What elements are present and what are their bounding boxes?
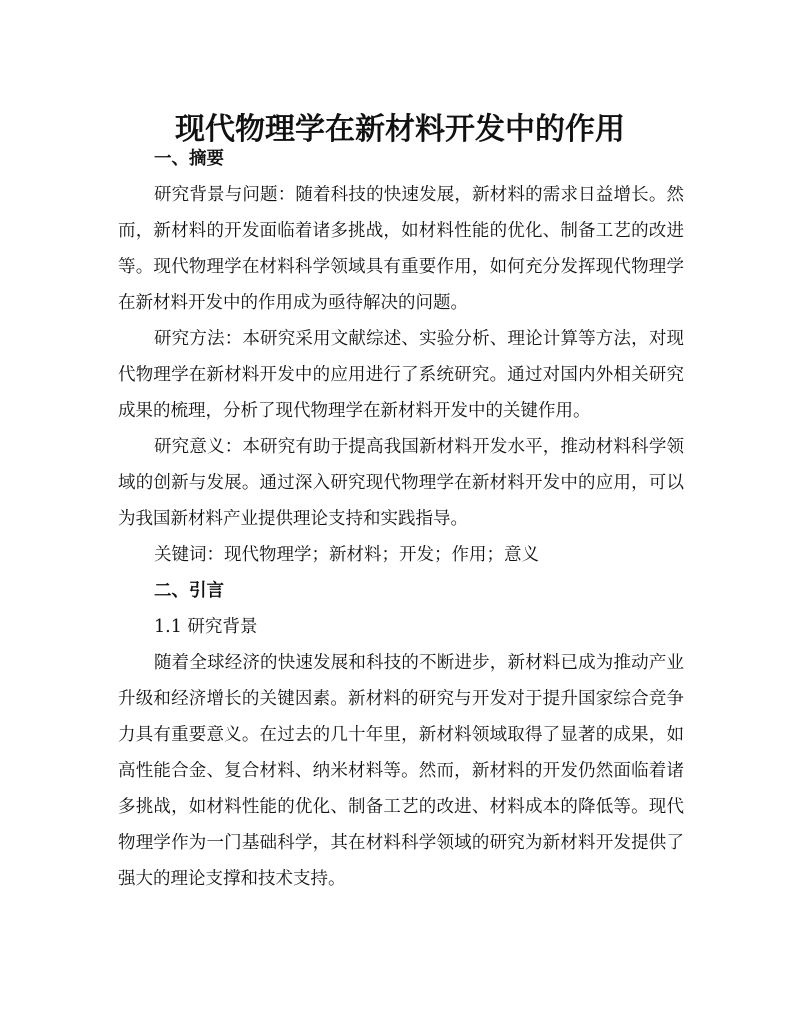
section-heading-abstract: 一、摘要 bbox=[154, 149, 224, 169]
section-heading-introduction: 二、引言 bbox=[154, 581, 224, 601]
abstract-background-paragraph: 研究背景与问题：随着科技的快速发展，新材料的需求日益增长。然而，新材料的开发面临着诸多挑战，如材料性能的优化、制备工艺的改进等。现代物理学在材料科学领域具有重要作用，如何充分发挥现代物理学在新材料开发中的作用成为亟待解决的问题。 bbox=[118, 185, 684, 313]
document-body bbox=[118, 141, 684, 897]
introduction-background-paragraph: 随着全球经济的快速发展和科技的不断进步，新材料已成为推动产业升级和经济增长的关键因素。新材料的研究与开发对于提升国家综合竞争力具有重要意义。在过去的几十年里，新材料领域取得了显著的成果，如高性能合金、复合材料、纳米材料等。然而，新材料的开发仍然面临着诸多挑战，如材料性能的优化、制备工艺的改进、材料成本的降低等。现代物理学作为一门基础科学，其在材料科学领域的研究为新材料开发提供了强大的理论支撑和技术支持。 bbox=[118, 653, 684, 889]
subsection-heading-research-background: 1.1 研究背景 bbox=[154, 617, 258, 637]
document-title: 现代物理学在新材料开发中的作用 bbox=[175, 112, 625, 148]
keywords-paragraph: 关键词：现代物理学；新材料；开发；作用；意义 bbox=[154, 545, 539, 565]
abstract-method-paragraph: 研究方法：本研究采用文献综述、实验分析、理论计算等方法，对现代物理学在新材料开发中的应用进行了系统研究。通过对国内外相关研究成果的梳理，分析了现代物理学在新材料开发中的关键作用。 bbox=[118, 329, 684, 421]
abstract-significance-paragraph: 研究意义：本研究有助于提高我国新材料开发水平，推动材料科学领域的创新与发展。通过深入研究现代物理学在新材料开发中的应用，可以为我国新材料产业提供理论支持和实践指导。 bbox=[118, 437, 684, 529]
